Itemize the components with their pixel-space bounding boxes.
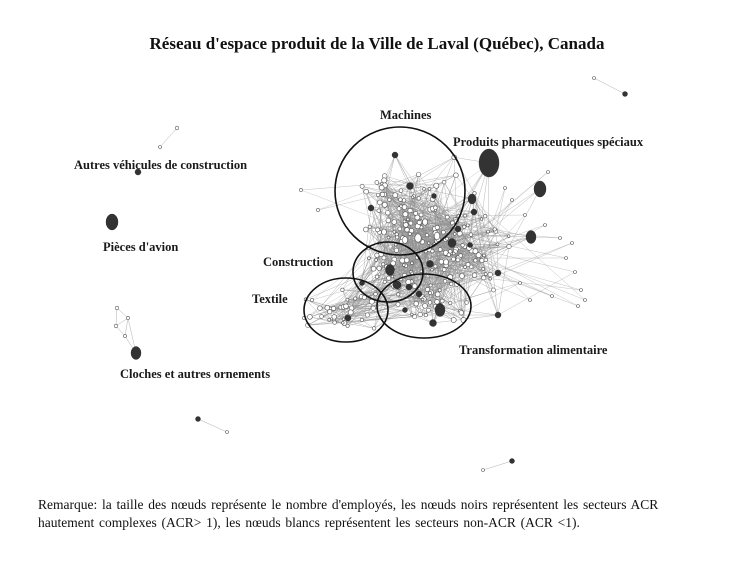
network-node-non-acr (466, 224, 469, 227)
network-node-non-acr (316, 208, 319, 211)
network-node-non-acr (377, 209, 381, 213)
network-node-non-acr (434, 183, 439, 188)
network-node-non-acr (551, 295, 554, 298)
network-node-non-acr (480, 258, 484, 262)
network-node-non-acr (415, 234, 421, 242)
network-node-non-acr (388, 198, 391, 201)
network-node-non-acr (341, 288, 344, 291)
network-node-non-acr (424, 313, 427, 316)
network-node-non-acr (473, 249, 478, 254)
network-node-non-acr (404, 258, 409, 263)
network-node-non-acr (445, 215, 449, 219)
network-node-non-acr (367, 257, 370, 260)
network-node-non-acr (382, 202, 387, 207)
network-node-non-acr (371, 306, 375, 310)
network-node-non-acr (438, 248, 442, 252)
network-node-non-acr (442, 180, 446, 184)
network-node-non-acr (482, 469, 485, 472)
network-node-non-acr (375, 181, 379, 185)
network-node-non-acr (402, 237, 407, 244)
network-node-non-acr (524, 214, 527, 217)
network-node-non-acr (544, 224, 547, 227)
network-node-non-acr (407, 218, 410, 221)
network-node-non-acr (417, 197, 421, 201)
network-node-non-acr (472, 273, 477, 278)
network-node-non-acr (386, 218, 391, 223)
network-node-non-acr (346, 298, 349, 301)
network-node-non-acr (382, 256, 386, 260)
network-node-non-acr (159, 146, 162, 149)
network-node-non-acr (405, 228, 409, 232)
network-node-non-acr (440, 299, 444, 303)
network-node-non-acr (387, 236, 390, 239)
network-node-acr (406, 284, 412, 290)
network-node-non-acr (402, 205, 407, 210)
network-node-non-acr (439, 259, 444, 264)
network-node-non-acr (482, 267, 485, 270)
network-node-non-acr (382, 229, 387, 235)
network-node-acr (623, 92, 628, 97)
network-node-non-acr (447, 253, 450, 256)
figure-title: Réseau d'espace produit de la Ville de Laval (Québec), Canada (149, 34, 605, 53)
network-node-non-acr (482, 276, 486, 280)
network-node-non-acr (403, 222, 408, 227)
network-node-non-acr (565, 257, 568, 260)
network-node-non-acr (474, 259, 478, 263)
network-node-non-acr (403, 212, 408, 217)
network-node-non-acr (487, 230, 490, 233)
network-node-non-acr (444, 259, 449, 265)
network-node-acr (495, 312, 501, 318)
network-node-non-acr (421, 298, 424, 301)
network-node-non-acr (402, 264, 405, 267)
network-node-non-acr (434, 265, 437, 268)
network-node-non-acr (383, 280, 386, 283)
network-node-acr (386, 265, 395, 276)
network-node-acr (471, 209, 477, 215)
network-node-non-acr (387, 276, 391, 280)
network-node-acr (448, 239, 456, 248)
network-node-non-acr (423, 303, 428, 308)
network-node-non-acr (453, 173, 458, 178)
network-node-non-acr (547, 171, 550, 174)
network-node-non-acr (469, 233, 473, 237)
label-autres-vehicules: Autres véhicules de construction (74, 158, 248, 172)
network-node-non-acr (333, 321, 337, 325)
network-node-non-acr (385, 210, 390, 215)
network-node-non-acr (402, 199, 406, 203)
network-node-non-acr (343, 304, 348, 309)
network-node-acr (368, 205, 374, 211)
network-node-non-acr (442, 268, 446, 272)
network-node-non-acr (393, 193, 398, 198)
network-node-non-acr (394, 243, 397, 246)
label-pharma: Produits pharmaceutiques spéciaux (453, 135, 644, 149)
network-node-non-acr (459, 311, 464, 316)
label-transformation: Transformation alimentaire (459, 343, 608, 357)
network-node-non-acr (511, 199, 514, 202)
network-node-non-acr (414, 211, 418, 215)
network-node-acr (455, 226, 461, 232)
network-node-acr (495, 270, 501, 276)
network-node-non-acr (574, 271, 577, 274)
network-node-non-acr (483, 214, 487, 218)
network-node-non-acr (431, 249, 434, 252)
network-node-non-acr (408, 208, 412, 212)
network-node-non-acr (414, 301, 419, 306)
network-node-acr (407, 183, 414, 190)
network-node-non-acr (428, 291, 431, 294)
network-node-non-acr (115, 306, 119, 310)
network-node-non-acr (393, 231, 396, 234)
network-node-non-acr (310, 298, 313, 301)
network-node-non-acr (376, 193, 380, 197)
network-node-non-acr (409, 221, 413, 225)
network-node-non-acr (428, 187, 431, 190)
network-node-non-acr (374, 292, 378, 296)
network-node-non-acr (507, 235, 510, 238)
network-node-acr (432, 194, 437, 199)
network-node-non-acr (571, 242, 574, 245)
network-node-acr (131, 347, 141, 360)
network-node-non-acr (395, 233, 398, 236)
network-node-non-acr (408, 232, 411, 235)
network-node-non-acr (348, 310, 353, 315)
network-node-acr (345, 315, 351, 321)
network-node-non-acr (325, 305, 330, 310)
network-node-non-acr (426, 308, 430, 312)
network-node-acr (534, 181, 546, 197)
network-node-non-acr (442, 230, 446, 234)
label-construction: Construction (263, 255, 334, 269)
network-node-acr (479, 149, 499, 177)
network-node-non-acr (382, 263, 385, 266)
network-node-non-acr (412, 284, 417, 289)
network-node-non-acr (342, 318, 345, 321)
network-node-non-acr (429, 284, 432, 287)
network-node-non-acr (423, 219, 428, 225)
note-line-1: Remarque: la taille des nœuds représente le nombre d'employés, les nœuds noirs représentent les secteurs ACR (38, 497, 659, 512)
network-node-non-acr (364, 189, 369, 194)
network-node-non-acr (375, 259, 378, 262)
network-node-non-acr (226, 431, 229, 434)
network-node-non-acr (332, 306, 336, 310)
network-node-acr (435, 304, 445, 317)
network-node-non-acr (397, 207, 401, 211)
network-node-non-acr (365, 313, 369, 317)
network-node-non-acr (461, 244, 464, 247)
network-node-acr (468, 194, 476, 204)
label-textile: Textile (252, 292, 288, 306)
network-node-non-acr (126, 316, 129, 319)
network-node-non-acr (452, 257, 456, 261)
network-node-non-acr (341, 321, 344, 324)
network-node-non-acr (391, 275, 394, 278)
network-node-non-acr (456, 258, 460, 262)
network-node-acr (526, 231, 536, 244)
network-node-non-acr (434, 206, 438, 210)
network-node-non-acr (360, 184, 364, 188)
network-node-non-acr (428, 301, 432, 305)
network-node-non-acr (394, 248, 398, 252)
network-node-non-acr (483, 254, 486, 257)
network-node-non-acr (123, 334, 126, 337)
network-node-non-acr (346, 324, 349, 327)
network-node-non-acr (416, 172, 421, 177)
network-node-non-acr (417, 220, 421, 224)
label-pieces-avion: Pièces d'avion (103, 240, 179, 254)
network-node-non-acr (368, 225, 371, 228)
network-node-acr (392, 152, 398, 158)
network-node-non-acr (377, 200, 382, 205)
network-node-non-acr (489, 277, 492, 280)
network-node-non-acr (438, 289, 441, 292)
network-node-non-acr (377, 266, 381, 270)
network-node-non-acr (496, 243, 499, 246)
network-node-non-acr (423, 188, 426, 191)
network-node-non-acr (431, 268, 434, 271)
network-node-non-acr (449, 301, 452, 304)
network-node-non-acr (559, 237, 562, 240)
network-node-acr (196, 417, 201, 422)
network-node-acr (403, 308, 408, 313)
network-node-non-acr (299, 188, 302, 191)
network-node-non-acr (484, 273, 487, 276)
network-node-non-acr (460, 273, 465, 279)
network-node-non-acr (580, 289, 583, 292)
network-node-non-acr (451, 317, 456, 322)
network-node-non-acr (488, 272, 492, 276)
network-node-non-acr (577, 305, 580, 308)
network-node-non-acr (372, 327, 376, 331)
network-node-non-acr (411, 196, 414, 199)
network-node-non-acr (328, 318, 331, 321)
network-node-non-acr (435, 225, 439, 229)
network-node-non-acr (320, 315, 324, 319)
network-node-non-acr (463, 225, 466, 228)
network-node-non-acr (529, 299, 532, 302)
network-node-non-acr (418, 312, 423, 317)
network-node-non-acr (434, 232, 440, 240)
network-node-non-acr (376, 228, 380, 232)
network-node-non-acr (175, 126, 179, 130)
network-node-non-acr (360, 318, 363, 321)
network-node-acr (416, 291, 422, 297)
label-cloches: Cloches et autres ornements (120, 367, 271, 381)
note-line-2: hautement complexes (ACR> 1), les nœuds blancs représentent les secteurs non-ACR (ACR <1). (38, 515, 580, 530)
network-node-non-acr (452, 252, 455, 255)
network-node-non-acr (435, 292, 440, 297)
network-node-non-acr (354, 297, 357, 300)
network-node-non-acr (425, 233, 428, 236)
network-node-non-acr (403, 220, 406, 223)
network-node-acr (393, 281, 401, 289)
network-node-non-acr (419, 213, 423, 217)
network-node-acr (427, 261, 434, 268)
network-node-non-acr (584, 299, 587, 302)
network-node-non-acr (375, 253, 379, 257)
network-node-non-acr (466, 262, 470, 266)
network-node-non-acr (363, 227, 368, 232)
network-node-non-acr (504, 187, 507, 190)
network-node-non-acr (493, 228, 496, 231)
network-node-non-acr (379, 185, 384, 190)
label-machines: Machines (380, 108, 432, 122)
network-node-non-acr (464, 214, 467, 217)
network-node-non-acr (332, 315, 337, 320)
network-node-non-acr (411, 262, 414, 265)
network-node-non-acr (450, 282, 453, 285)
network-node-non-acr (464, 266, 467, 269)
network-node-non-acr (519, 282, 522, 285)
network-node-non-acr (453, 233, 456, 236)
network-node-non-acr (446, 237, 449, 240)
network-node-acr (106, 214, 118, 230)
network-node-non-acr (410, 313, 413, 316)
network-node-non-acr (399, 189, 403, 193)
network-node-non-acr (491, 288, 495, 292)
network-node-acr (430, 320, 437, 327)
network-node-non-acr (459, 254, 463, 258)
network-node-non-acr (480, 218, 483, 221)
network-node-non-acr (307, 314, 312, 319)
network-node-non-acr (318, 306, 323, 311)
network-node-non-acr (398, 227, 402, 231)
network-node-non-acr (399, 198, 403, 202)
network-node-non-acr (375, 275, 378, 278)
network-node-non-acr (392, 220, 397, 225)
network-node-acr (510, 459, 515, 464)
network-node-non-acr (443, 279, 447, 283)
network-node-non-acr (593, 77, 596, 80)
network-node-non-acr (114, 324, 118, 328)
network-node-acr (468, 243, 473, 248)
network-node-non-acr (380, 192, 384, 196)
network-node-non-acr (507, 244, 511, 248)
network-node-non-acr (484, 258, 488, 262)
network-node-non-acr (396, 302, 400, 306)
network-node-non-acr (465, 301, 469, 305)
network-node-non-acr (427, 242, 430, 245)
network-node-non-acr (371, 266, 376, 271)
network-node-non-acr (397, 293, 400, 296)
